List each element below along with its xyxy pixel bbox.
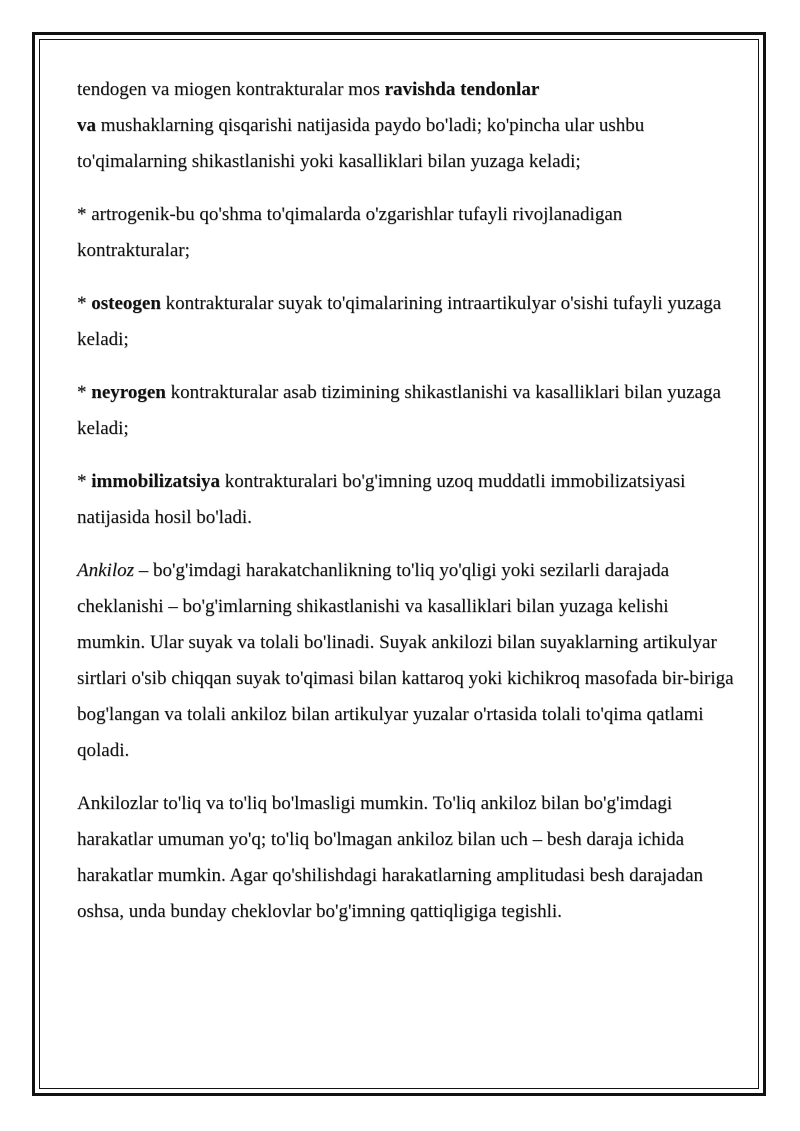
paragraph-ankiloz <box>77 553 737 769</box>
paragraph-text: tendogen va miogen kontrakturalar mos <box>77 79 385 100</box>
bold-term: ravishda tendonlar <box>384 79 540 100</box>
bullet-marker: * <box>77 293 92 314</box>
paragraph-text: mushaklarning qisqarishi natijasida paydo bo'ladi; ko'pincha ular ushbu to'qimalarning shikastlanishi yoki kasalliklari bilan yuzaga keladi; <box>77 115 645 172</box>
bullet-marker: * <box>77 471 92 492</box>
paragraph-immobilizatsiya <box>77 464 737 536</box>
paragraph-text: kontrakturalari bo'g'imning uzoq muddatli immobilizatsiyasi natijasida hosil bo'ladi. <box>77 471 686 528</box>
bullet-marker: * <box>77 382 92 403</box>
paragraph-text: kontrakturalar suyak to'qimalarining intraartikulyar o'sishi tufayli yuzaga keladi; <box>77 293 722 350</box>
paragraph-text: – bo'g'imdagi harakatchanlikning to'liq yo'qligi yoki sezilarli darajada cheklanishi – bo'g'imlarning shikastlanishi va kasalliklari bilan yuzaga kelishi mumkin. Ular suyak va tolali bo'linadi. Suyak ankilozi bilan suyaklarning artikulyar sirtlari o'sib chiqqan suyak to'qimasi bilan kattaroq yoki kichikroq masofada bir-biriga bog'langan va tolali ankiloz bilan artikulyar yuzalar o'rtasida tolali to'qima qatlami qoladi. <box>77 560 734 761</box>
document-body <box>77 72 737 947</box>
paragraph-text: * artrogenik-bu qo'shma to'qimalarda o'zgarishlar tufayli rivojlanadigan kontrakturalar; <box>77 204 623 261</box>
paragraph-neyrogen <box>77 375 737 447</box>
bold-term: neyrogen <box>91 382 166 403</box>
paragraph-ankilozlar <box>77 786 737 930</box>
bold-term: immobilizatsiya <box>91 471 221 492</box>
paragraph-osteogen <box>77 286 737 358</box>
italic-term: Ankiloz <box>77 560 134 581</box>
paragraph-text: kontrakturalar asab tizimining shikastlanishi va kasalliklari bilan yuzaga keladi; <box>77 382 721 439</box>
bold-term: va <box>77 115 96 136</box>
bold-term: osteogen <box>91 293 161 314</box>
paragraph-tendogen <box>77 72 737 180</box>
paragraph-text: Ankilozlar to'liq va to'liq bo'lmasligi mumkin. To'liq ankiloz bilan bo'g'imdagi harakatlar umuman yo'q; to'liq bo'lmagan ankiloz bilan uch – besh daraja ichida harakatlar mumkin. Agar qo'shilishdagi harakatlarning amplitudasi besh darajadan oshsa, unda bunday cheklovlar bo'g'imning qattiqligiga tegishli. <box>77 793 704 922</box>
paragraph-artrogenik <box>77 197 737 269</box>
